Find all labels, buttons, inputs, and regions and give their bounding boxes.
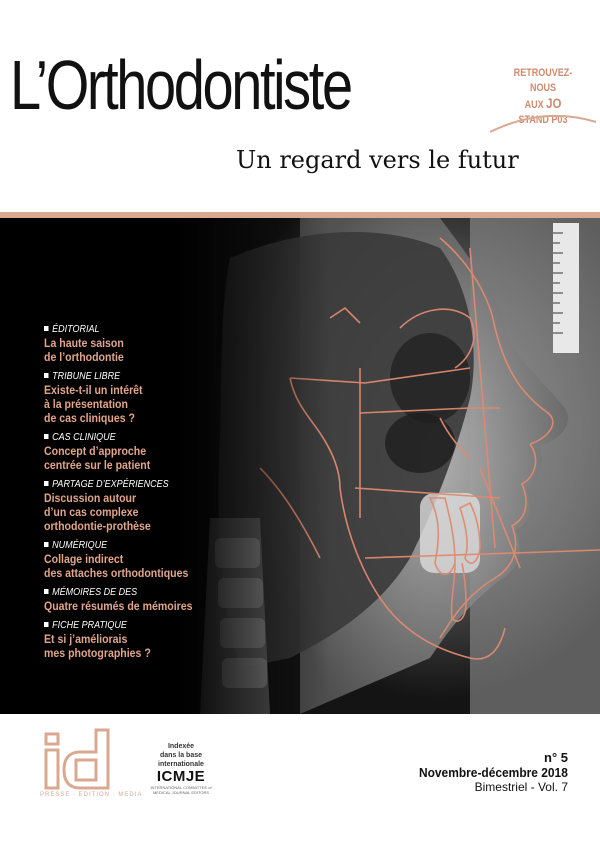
publisher-tagline: PRESSE · EDITION · MEDIA: [40, 792, 143, 798]
publisher-logo-icon: [44, 728, 114, 790]
toc-section: [44, 371, 264, 425]
toc-headline: La haute saison de l’orthodontie: [44, 336, 124, 364]
toc-section: [44, 324, 264, 364]
journal-subtitle: Un regard vers le futur: [236, 146, 519, 174]
toc-headline: Concept d’approche centrée sur le patient: [44, 444, 151, 472]
bullet-icon: [44, 373, 49, 378]
toc-headline: Discussion autour d’un cas complexe orthodontie-prothèse: [44, 491, 151, 533]
toc-category: CAS CLINIQUE: [52, 432, 116, 443]
issue-number: n° 5: [544, 750, 568, 765]
journal-title: L’Orthodontiste: [10, 46, 351, 124]
bullet-icon: [44, 542, 49, 547]
toc-section: [44, 540, 264, 580]
table-of-contents: [44, 324, 264, 667]
toc-headline: Collage indirect des attaches orthodontiques: [44, 552, 189, 580]
badge-line-2a: AUX: [524, 99, 547, 111]
bullet-icon: [44, 326, 49, 331]
bullet-icon: [44, 481, 49, 486]
issue-info: [406, 750, 568, 795]
cover-footer: [0, 714, 600, 851]
icmje-line-2: dans la base: [159, 752, 203, 759]
icmje-name: ICMJE: [156, 768, 206, 785]
masthead: [0, 0, 600, 212]
badge-line-3: STAND P03: [518, 114, 568, 126]
bullet-icon: [44, 622, 49, 627]
toc-headline: Quatre résumés de mémoires: [44, 599, 193, 613]
toc-headline: Et si j’améliorais mes photographies ?: [44, 632, 151, 660]
bullet-icon: [44, 589, 49, 594]
toc-category: TRIBUNE LIBRE: [52, 371, 121, 382]
toc-section: [44, 620, 264, 660]
icmje-badge: [146, 742, 216, 795]
badge-line-2b: JO: [546, 95, 562, 111]
bullet-icon: [44, 434, 49, 439]
toc-section: [44, 479, 264, 533]
toc-category: PARTAGE D’EXPÉRIENCES: [52, 479, 169, 490]
cephalometric-xray-image: [0, 218, 600, 714]
toc-category: MÉMOIRES DE DES: [52, 587, 138, 598]
badge-arc-icon: [488, 112, 598, 136]
icmje-line-3: internationale: [158, 761, 204, 768]
icmje-fullname: INTERNATIONAL COMMITTEE of MEDICAL JOURNAL EDITORS: [150, 785, 212, 795]
badge-line-1: RETROUVEZ-NOUS: [513, 67, 573, 94]
toc-headline: Existe-t-il un intérêt à la présentation de cas cliniques ?: [44, 383, 143, 425]
toc-category: FICHE PRATIQUE: [52, 620, 127, 631]
toc-section: [44, 432, 264, 472]
icmje-line-1: Indexée: [167, 743, 195, 750]
toc-category: NUMÉRIQUE: [52, 540, 108, 551]
toc-section: [44, 587, 264, 613]
toc-category: ÉDITORIAL: [52, 324, 100, 335]
issue-frequency: Bimestriel - Vol. 7: [474, 780, 568, 794]
issue-date: Novembre-décembre 2018: [419, 765, 568, 780]
